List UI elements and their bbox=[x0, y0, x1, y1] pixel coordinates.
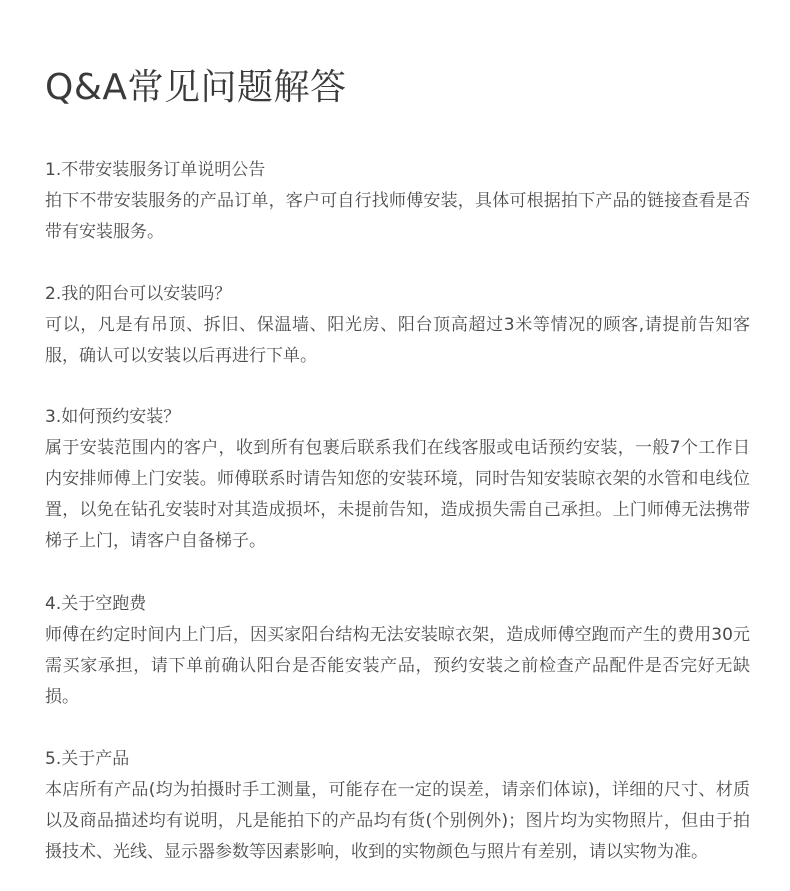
qa-item bbox=[45, 744, 750, 868]
qa-answer: 拍下不带安装服务的产品订单，客户可自行找师傅安装，具体可根据拍下产品的链接查看是否带有安装服务。 bbox=[45, 191, 750, 242]
page-title: Q&A常见问题解答 bbox=[45, 67, 347, 108]
qa-question: 5.关于产品 bbox=[45, 749, 130, 769]
qa-question: 4.关于空跑费 bbox=[45, 594, 147, 614]
qa-question: 3.如何预约安装？ bbox=[45, 407, 181, 427]
qa-question: 2.我的阳台可以安装吗？ bbox=[45, 284, 232, 304]
qa-item bbox=[45, 279, 750, 372]
qa-question: 1.不带安装服务订单说明公告 bbox=[45, 160, 266, 180]
qa-item bbox=[45, 402, 750, 557]
qa-answer: 本店所有产品(均为拍摄时手工测量，可能存在一定的误差，请亲们体谅)，详细的尺寸、材质以及商品描述均有说明，凡是能拍下的产品均有货(个别例外)；图片均为实物照片，但由于拍摄技术、光线、显示器参数等因素影响，收到的实物颜色与照片有差别，请以实物为准。 bbox=[45, 780, 750, 862]
qa-answer: 师傅在约定时间内上门后，因买家阳台结构无法安装晾衣架，造成师傅空跑而产生的费用30元需买家承担，请下单前确认阳台是否能安装产品，预约安装之前检查产品配件是否完好无缺损。 bbox=[45, 625, 750, 707]
qa-item bbox=[45, 589, 750, 713]
qa-answer: 可以，凡是有吊顶、拆旧、保温墙、阳光房、阳台顶高超过3米等情况的顾客,请提前告知客服，确认可以安装以后再进行下单。 bbox=[45, 315, 750, 366]
qa-item bbox=[45, 155, 750, 248]
qa-answer: 属于安装范围内的客户，收到所有包裹后联系我们在线客服或电话预约安装，一般7个工作日内安排师傅上门安装。师傅联系时请告知您的安装环境，同时告知安装晾衣架的水管和电线位置，以免在钻孔安装时对其造成损坏，未提前告知，造成损失需自己承担。上门师傅无法携带梯子上门，请客户自备梯子。 bbox=[45, 438, 750, 551]
